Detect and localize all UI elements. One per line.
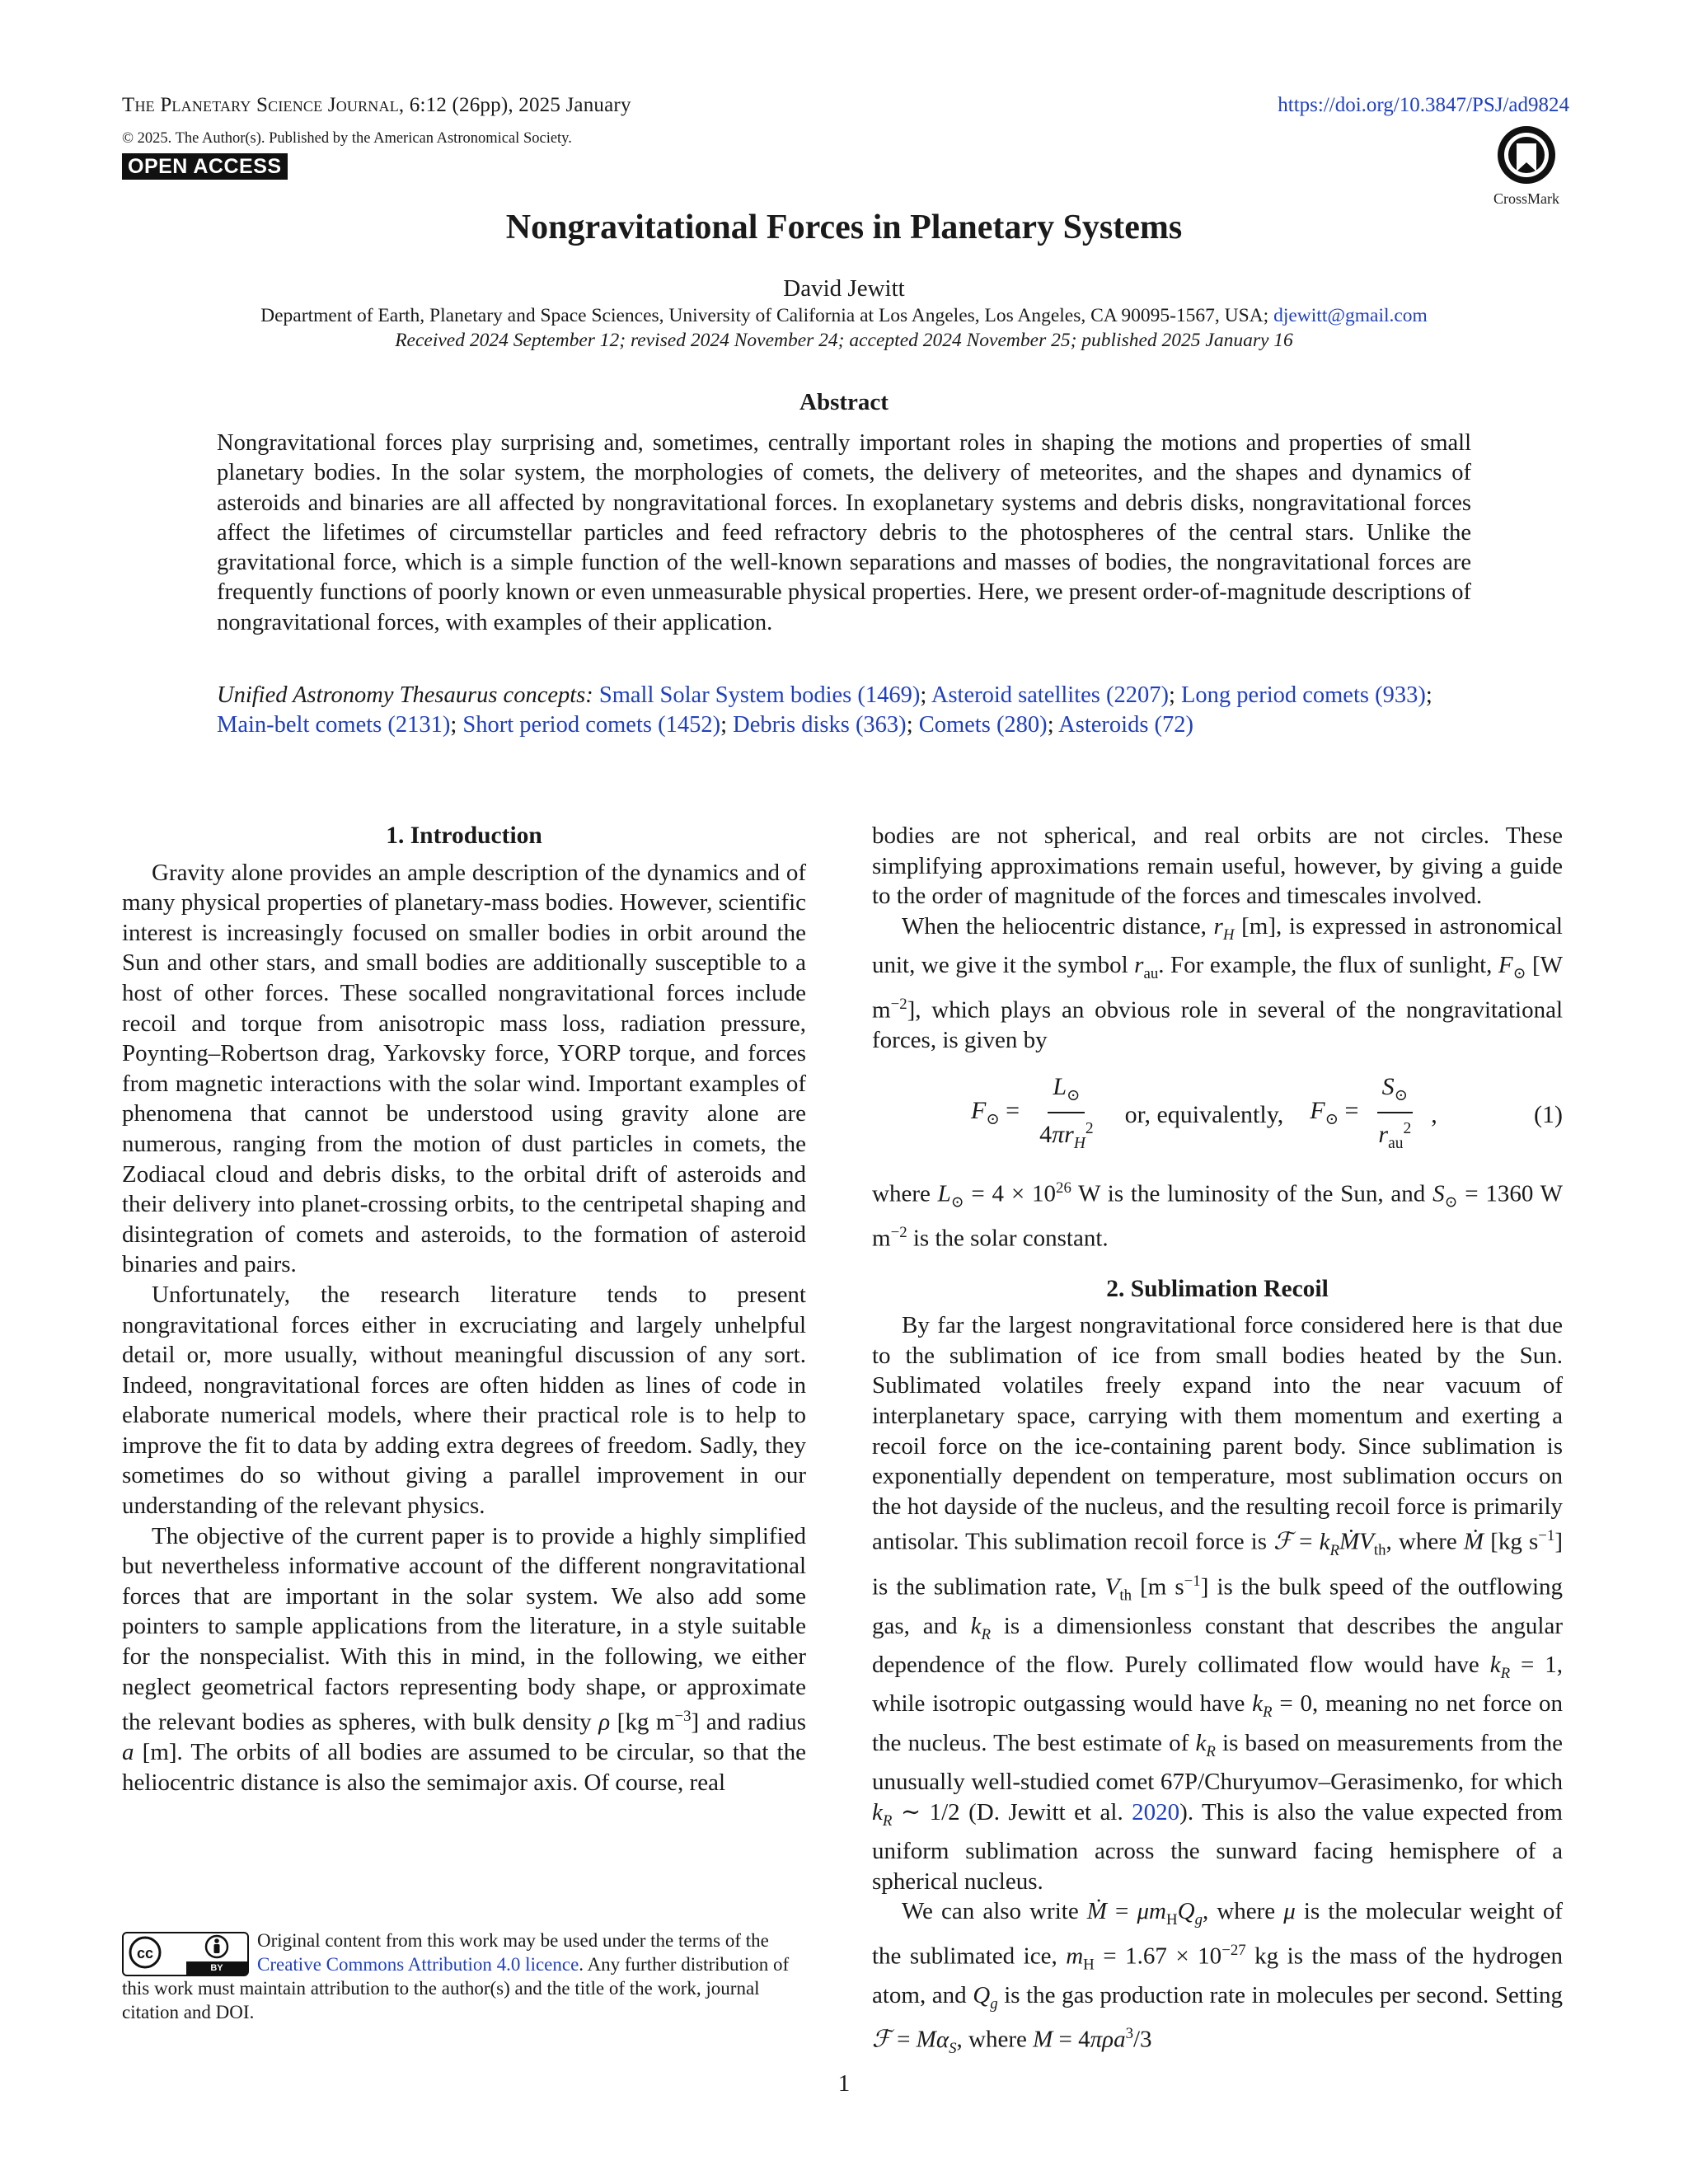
uat-concept-link[interactable]: Small Solar System bodies (1469) [598,682,921,708]
right-column [872,821,1563,2064]
uat-concept-link[interactable]: Debris disks (363) [733,712,907,738]
doi-link[interactable]: https://doi.org/10.3847/PSJ/ad9824 [1278,94,1569,116]
uat-concept-link[interactable]: Asteroid satellites (2207) [931,682,1169,708]
svg-text:cc: cc [136,1945,154,1961]
uat-concept-link[interactable]: Comets (280) [918,712,1048,738]
crossmark-icon [1485,124,1568,186]
page-number: 1 [837,2070,851,2097]
intro-paragraph-2: Unfortunately, the research literature tends to present nongravitational forces either in excruciating and largely unhelpful detail or, more usually, without meaningful discussion of any sort. Indeed, nongravitational forces are often hidden as lines of code in elaborate numerical models, where their practical role is to help to improve the fit to data by adding extra degrees of freedom. Sadly, they sometimes do so without giving a parallel improvement in our understanding of the relevant physics. [122,1281,806,1520]
license-text-end: . Any further distribution of this work must maintain attribution to the author(s) and the title of the work, journal citation and DOI. [122,1954,790,2022]
creative-commons-icon [124,1933,186,1971]
intro-paragraph-3: The objective of the current paper is to provide a highly simplified but nevertheless informative account of the different nongravitational forces that are important in the solar system. We also add some pointers to sample applications from the literature, in a style suitable for the nonspecialist. With this in mind, in the following, we either neglect geometrical factors representing body shape, or approximate the relevant bodies as spheres, with bulk density ρ [kg $m^{-3}$] and radius a [m]. The orbits of all bodies are assumed to be circular, so that the heliocentric distance is also the semimajor axis. Of course, real [122,1522,807,1797]
paper-title: Nongravitational Forces in Planetary Systems [505,209,1183,246]
journal-citation [122,94,631,117]
uat-lead: Unified Astronomy Thesaurus concepts: [217,682,593,708]
license-notice [122,1929,806,2024]
author-affiliation [0,305,1688,327]
affiliation-text: Department of Earth, Planetary and Space Sciences, University of California at Los Angeles, Los Angeles, CA 90095-1567, USA; [260,305,1269,326]
publication-dates: Received 2024 September 12; revised 2024 November 24; accepted 2024 November 25; published 2025 January 16 [395,330,1293,351]
abstract-text: Nongravitational forces play surprising and, sometimes, centrally important roles in shaping the motions and properties of small planetary bodies. In the solar system, the morphologies of comets, the delivery of meteorites, and the shapes and dynamics of asteroids and binaries are all affected by nongravitational forces. In exoplanetary systems and debris disks, nongravitational forces affect the lifetimes of circumstellar particles and feed refractory debris to the photospheres of the central stars. Unlike the gravitational force, which is a simple function of the well-known separations and masses of bodies, the nongravitational forces are frequently functions of poorly known or even unmeasurable physical properties. Here, we present order-of-magnitude descriptions of nongravitational forces, with examples of their application. [217,430,1471,635]
journal-name: The Planetary Science Journal [122,94,399,116]
cc-by-badge[interactable] [122,1932,249,1976]
uat-concept-link[interactable]: Main-belt comets (2131) [217,712,451,738]
license-text-start: Original content from this work may be used under the terms of the [257,1930,769,1951]
crossmark-label: CrossMark [1493,190,1559,207]
license-link[interactable]: Creative Commons Attribution 4.0 licence [257,1954,579,1975]
copyright-notice: © 2025. The Author(s). Published by the American Astronomical Society. [122,130,572,147]
after-equation-text: where $L_⊙ = 4 \times 10^{26}$ W is the luminosity of the Sun, and $S_⊙ = 1360$ W $m^{-2}$ is the solar constant. [872,1179,1564,1253]
uat-concept-link[interactable]: Asteroids (72) [1058,712,1194,738]
attribution-person-icon [188,1933,246,1960]
equation-1-connector: or, equivalently, [1124,1101,1284,1129]
sublimation-paragraph-2: We can also write Ṁ = $\mu m_HQ_g$, where μ is the molecular weight of the sublimated ice, $m_H = 1.67 \times 10^{-27}$ kg is the mass of the hydrogen atom, and $Q_g$ is the gas production rate in molecules per second. Setting ℱ = $M\alpha_S$, where M = 4πρa$^3$/3 [872,1898,1564,2057]
sublimation-paragraph-1: By far the largest nongravitational force considered here is that due to the sublimation of ice from small bodies heated by the Sun. Sublimated volatiles freely expand into the near vacuum of interplanetary space, carrying with them momentum and exerting a recoil force on the ice-containing parent body. Since sublimation is exponentially dependent on temperature, most sublimation occurs on the hot dayside of the nucleus, and the resulting recoil force is primarily antisolar. This sublimation recoil force is ℱ = $k_RṀV_{th}$, where Ṁ [kg $s^{-1}$] is the sublimation rate, $V_{th}$ [m $s^{-1}$] is the bulk speed of the outflowing gas, and $k_R$ is a dimensionless constant that describes the angular dependence of the flow. Purely collimated flow would have $k_R = 1$, while isotropic outgassing would have $k_R = 0$, meaning no net force on the nucleus. The best estimate of $k_R$ is based on measurements from the unusually well-studied comet 67P/Churyumov–Gerasimenko, for which $k_R$ ∼ 1/2 (D. Jewitt et al. 2020). This is also the value expected from uniform sublimation across the sunward facing hemisphere of a spherical nucleus. [872,1312,1564,1895]
crossmark-button[interactable] [1485,124,1568,208]
abstract-heading: Abstract [799,389,889,415]
intro-paragraph-1: Gravity alone provides an ample description of the dynamics and of many physical properties of planetary-mass bodies. However, scientific interest is increasingly focused on smaller bodies in orbit around the Sun and other stars, and small bodies are additionally susceptible to a host of other forces. These socalled nongravitational forces include recoil and torque from anisotropic mass loss, radiation pressure, Poynting–Robertson drag, Yarkovsky force, YORP torque, and forces from magnetic interactions with the solar wind. Important examples of phenomena that cannot be understood using gravity alone are numerous, ranging from the motion of dust particles in comets, the Zodiacal cloud and debris disks, to the orbital drift of asteroids and their delivery into planet-crossing orbits, to the centripetal shaping and disintegration of comets and asteroids, to the formation of asteroid binaries and pairs. [122,859,806,1278]
uat-concepts: Unified Astronomy Thesaurus concepts: Small Solar System bodies (1469); Asteroid satellites (2207); Long period comets (933); Main-belt comets (2131); Short period comets (1452); Debris disks (363); Comets (280); Asteroids (72) [217,682,1432,738]
uat-concept-link[interactable]: Long period comets (933) [1181,682,1426,708]
intro-paragraph-4: When the heliocentric distance, $r_H$ [m], is expressed in astronomical unit, we give it the symbol $r_{au}$. For example, the flux of sunlight, $F_⊙$ [W $m^{-2}$], which plays an obvious role in several of the nongravitational forces, is given by [872,912,1563,1053]
cc-by-label: BY [186,1961,247,1975]
section-heading-introduction: 1. Introduction [386,823,542,849]
equation-1: $F_⊙$ = $\frac{L_⊙}{4\pi r_H^2}$ or, equivalently, $F_⊙$ = $\frac{S_⊙}{r_{au}^2}$ , (1) [971,1072,1563,1152]
equation-1-number: (1) [1534,1101,1563,1129]
journal-details: , 6:12 (26pp), 2025 January [398,94,631,116]
uat-concept-link[interactable]: Short period comets (1452) [462,712,721,738]
open-access-badge: OPEN ACCESS [122,153,288,180]
email-link[interactable]: djewitt@gmail.com [1273,305,1428,326]
reference-link[interactable]: 2020 [1132,1798,1180,1825]
intro-continuation: bodies are not spherical, and real orbits are not circles. These simplifying approximations remain useful, however, by giving a guide to the order of magnitude of the forces and timescales involved. [872,823,1563,910]
author-name: David Jewitt [783,275,905,302]
left-column [122,821,806,1798]
section-heading-sublimation: 2. Sublimation Recoil [1106,1275,1329,1302]
